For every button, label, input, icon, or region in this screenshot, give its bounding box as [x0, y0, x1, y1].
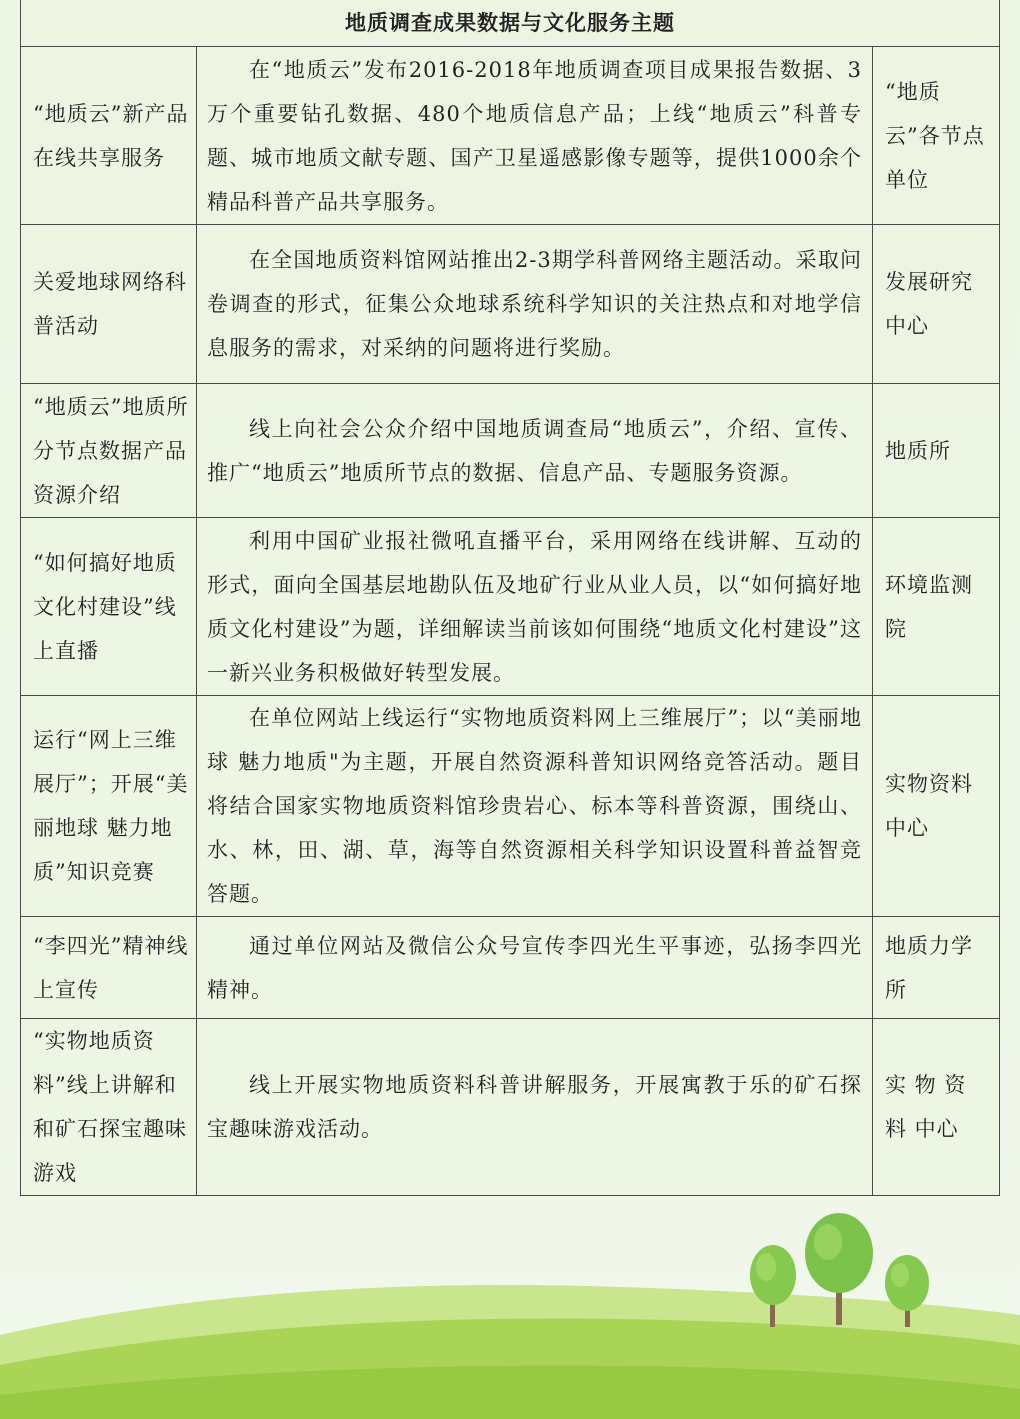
item-description-text: 在全国地质资料馆网站推出2-3期学科普网络主题活动。采取问卷调查的形式，征集公众地球系统科学知识的关注热点和对地学信息服务的需求，对采纳的问题将进行奖励。 [207, 248, 862, 360]
landscape-illustration [0, 1195, 1020, 1419]
item-name: “实物地质资料”线上讲解和和矿石探宝趣味游戏 [21, 1019, 197, 1196]
item-name: 关爱地球网络科普活动 [21, 225, 197, 384]
item-description-text: 线上向社会公众介绍中国地质调查局“地质云”，介绍、宣传、推广“地质云”地质所节点的数据、信息产品、专题服务资源。 [207, 416, 862, 485]
item-description-text: 线上开展实物地质资料科普讲解服务，开展寓教于乐的矿石探宝趣味游戏活动。 [207, 1073, 862, 1141]
responsible-unit: 发展研究中心 [873, 225, 1000, 384]
item-description [197, 225, 873, 384]
item-name: 运行“网上三维展厅”；开展“美丽地球 魅力地质”知识竞赛 [21, 696, 197, 917]
responsible-unit: 实物资料中心 [873, 696, 1000, 917]
item-name: “地质云”新产品在线共享服务 [21, 47, 197, 225]
item-name: “李四光”精神线上宣传 [21, 917, 197, 1019]
responsible-unit: 实 物 资 料 中心 [873, 1019, 1000, 1196]
item-name: “地质云”地质所分节点数据产品资源介绍 [21, 384, 197, 518]
table-row [21, 518, 1000, 696]
services-table [20, 0, 1000, 1196]
services-table-container [20, 0, 999, 1196]
table-title: 地质调查成果数据与文化服务主题 [21, 0, 1000, 47]
item-description [197, 47, 873, 225]
item-name: “如何搞好地质文化村建设”线上直播 [21, 518, 197, 696]
item-description-text: 在“地质云”发布2016-2018年地质调查项目成果报告数据、3万个重要钻孔数据、480个地质信息产品；上线“地质云”科普专题、城市地质文献专题、国产卫星遥感影像专题等，提供1000余个精品科普产品共享服务。 [207, 57, 862, 214]
table-row [21, 47, 1000, 225]
item-description [197, 384, 873, 518]
table-row [21, 384, 1000, 518]
item-description [197, 518, 873, 696]
table-header-row [21, 0, 1000, 47]
table-row [21, 696, 1000, 917]
table-row [21, 1019, 1000, 1196]
table-row [21, 917, 1000, 1019]
item-description [197, 1019, 873, 1196]
table-row [21, 225, 1000, 384]
item-description-text: 通过单位网站及微信公众号宣传李四光生平事迹，弘扬李四光精神。 [207, 933, 862, 1002]
responsible-unit: “地质云”各节点单位 [873, 47, 1000, 225]
responsible-unit: 地质力学所 [873, 917, 1000, 1019]
item-description-text: 在单位网站上线运行“实物地质资料网上三维展厅”；以“美丽地球 魅力地质"为主题，开展自然资源科普知识网络竞答活动。题目将结合国家实物地质资料馆珍贵岩心、标本等科普资源，围绕山、水、林，田、湖、草，海等自然资源相关科学知识设置科普益智竞答题。 [207, 706, 862, 906]
item-description [197, 696, 873, 917]
responsible-unit: 地质所 [873, 384, 1000, 518]
item-description-text: 利用中国矿业报社微吼直播平台，采用网络在线讲解、互动的形式，面向全国基层地勘队伍及地矿行业从业人员，以“如何搞好地质文化村建设”为题，详细解读当前该如何围绕“地质文化村建设”这一新兴业务积极做好转型发展。 [207, 528, 862, 685]
responsible-unit: 环境监测院 [873, 518, 1000, 696]
item-description [197, 917, 873, 1019]
